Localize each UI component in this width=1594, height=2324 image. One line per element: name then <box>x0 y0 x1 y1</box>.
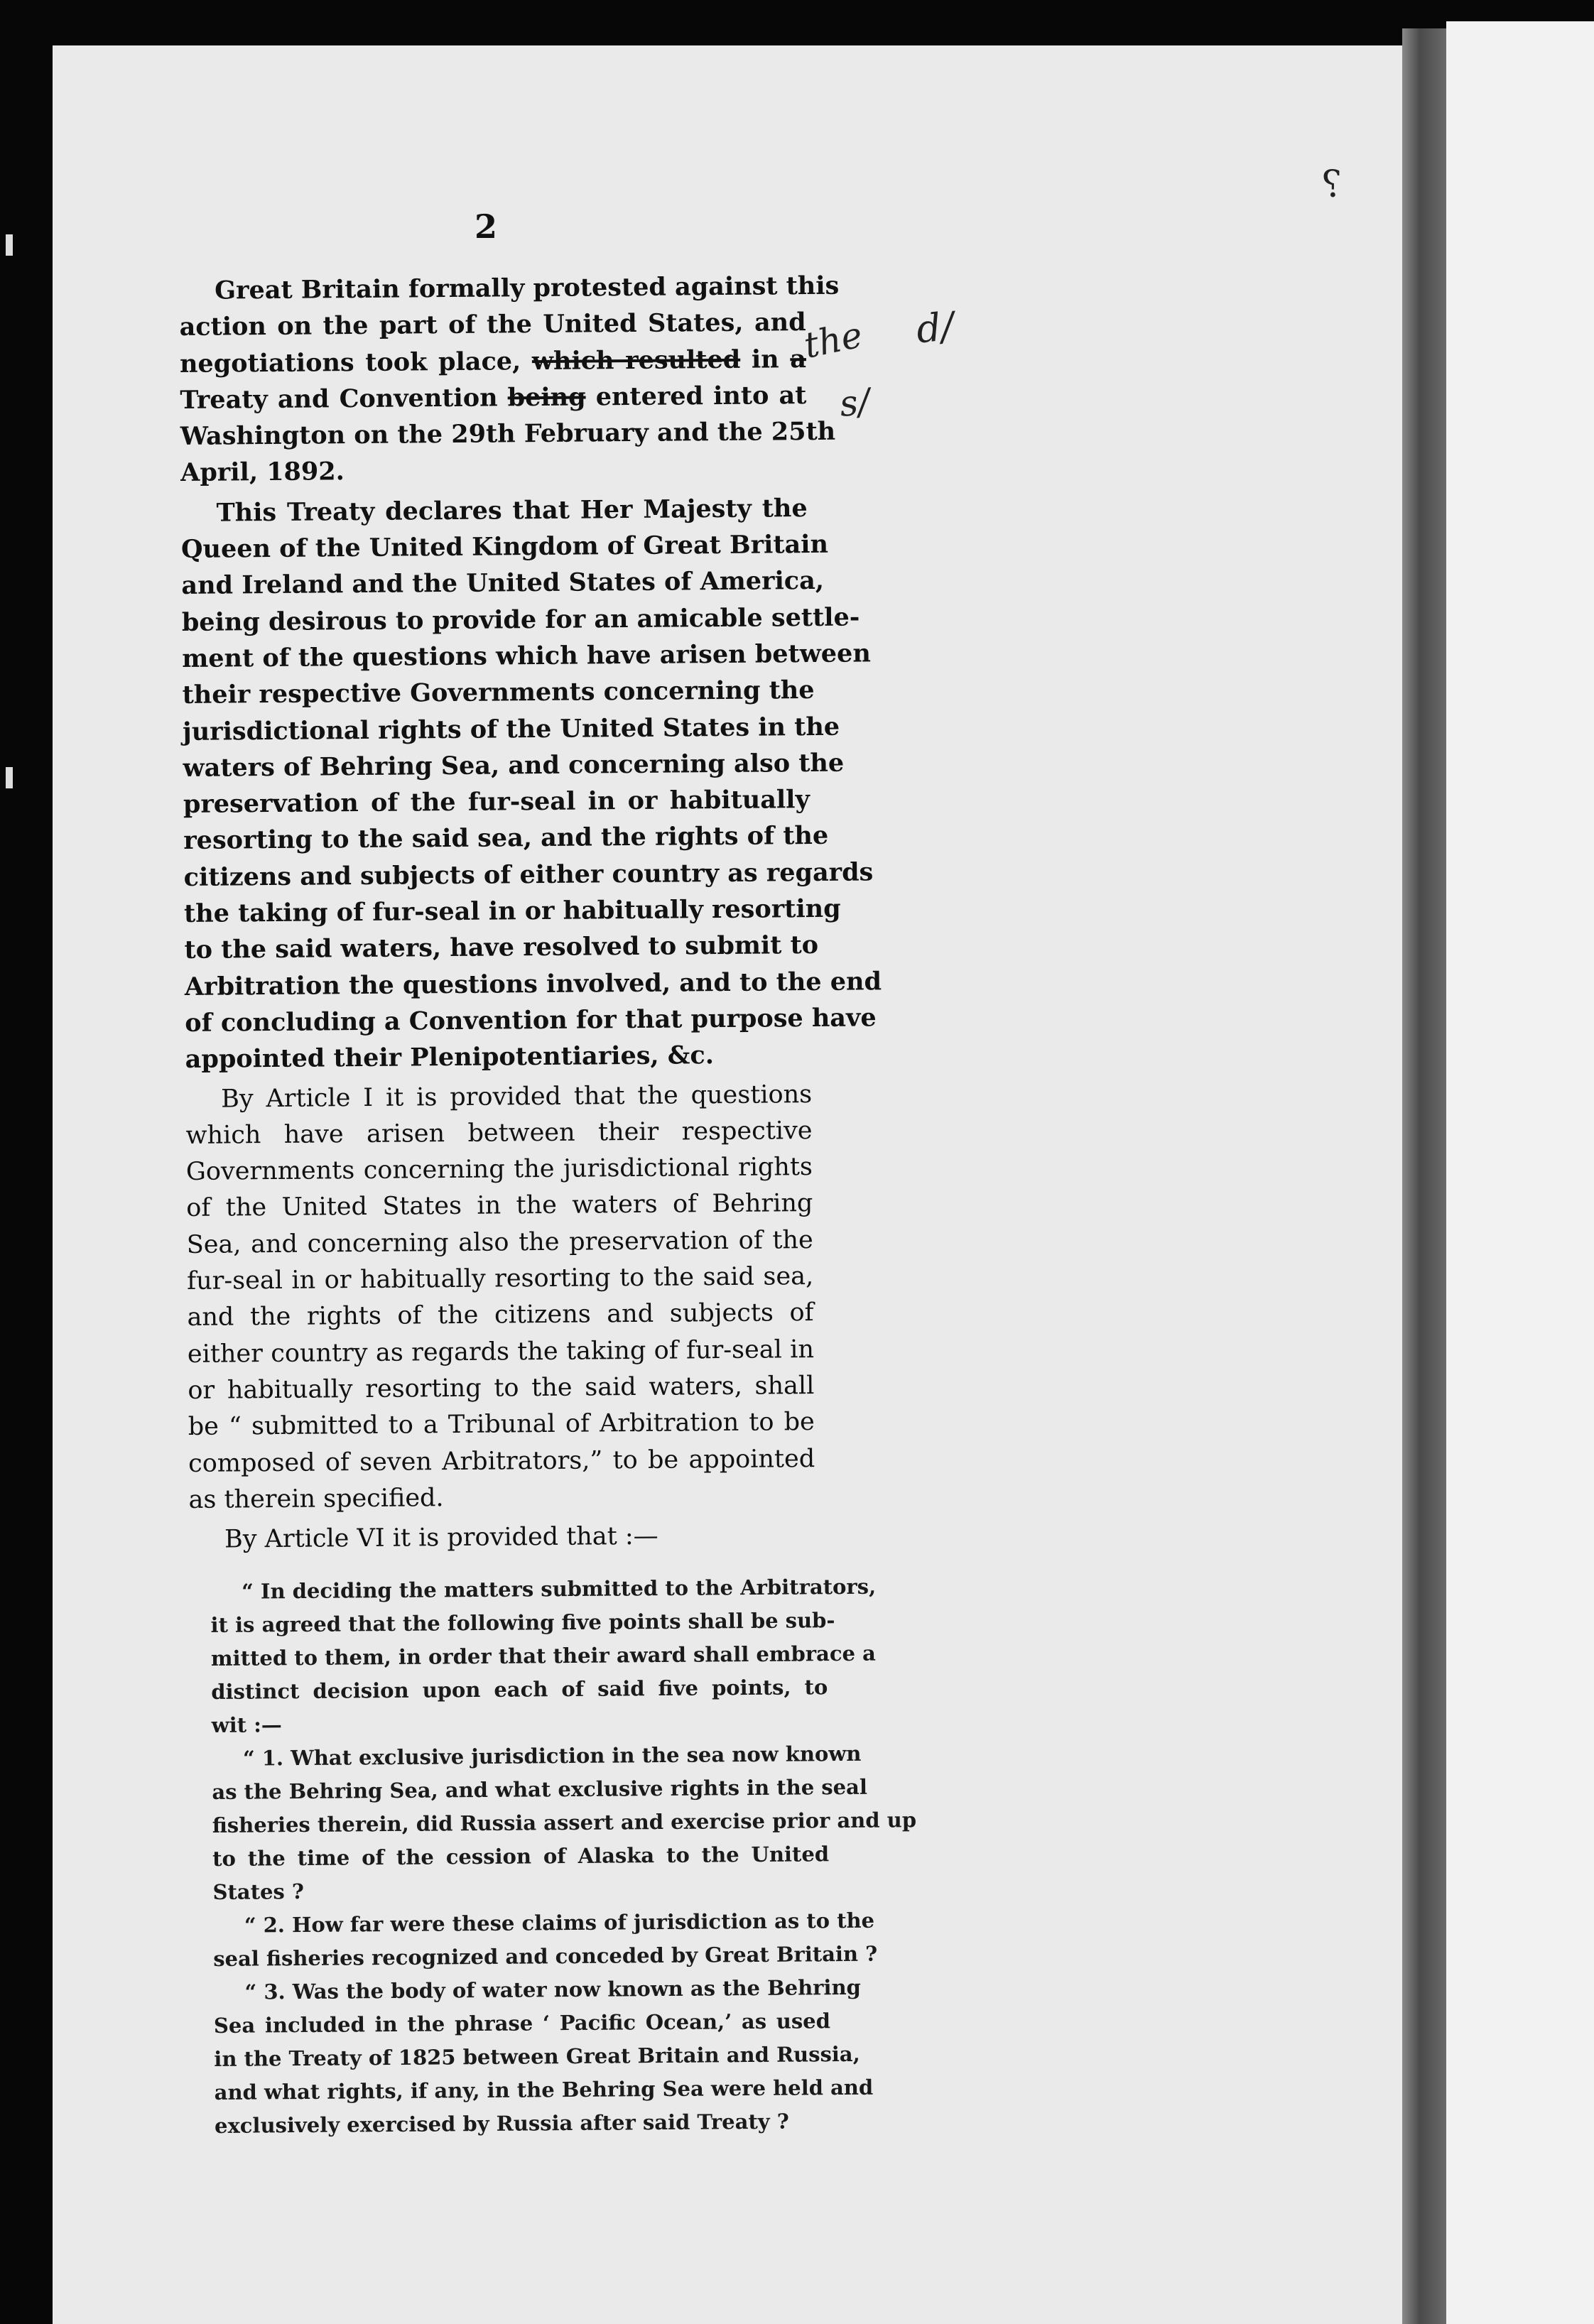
handwritten-margin-note: d/ <box>913 303 956 352</box>
body-text <box>179 268 882 1558</box>
quote-line: it is agreed that the following five points shall be sub- <box>210 1608 835 1637</box>
quote-line: exclusively exercised by Russia after said Treaty ? <box>214 2109 789 2138</box>
text-line: as therein specified. <box>188 1483 444 1514</box>
text-line: ment of the questions which have arisen between <box>182 639 871 673</box>
text-line: Washington on the 29th February and the 25th <box>180 416 836 452</box>
quote-line: States ? <box>212 1879 305 1904</box>
text-line: the taking of fur-seal in or habitually resorting <box>183 894 841 929</box>
text-line: Arbitration the questions involved, and to the end <box>184 966 882 1001</box>
handwritten-insertion: the <box>800 314 867 366</box>
text-line: jurisdictional rights of the United States in the <box>182 712 840 746</box>
paragraph <box>189 1517 815 1558</box>
handwritten-margin-note: s/ <box>837 380 872 425</box>
quote-line: “ 1. What exclusive jurisdiction in the sea now known <box>242 1741 862 1771</box>
text-line: Governments concerning the jurisdictional rights <box>185 1153 813 1187</box>
text-line: Treaty and Convention being entered into at <box>180 380 807 415</box>
page-number: 2 <box>475 207 498 246</box>
text-line: This Treaty declares that Her Majesty the <box>216 493 808 528</box>
quote-line: mitted to them, in order that their award shall embrace a <box>210 1641 877 1671</box>
text-line: citizens and subjects of either country as regards <box>183 857 874 892</box>
quoted-article-text <box>210 1570 917 2143</box>
struck-text: which resulted <box>531 344 741 376</box>
text-line: which have arisen between their respective <box>185 1116 813 1150</box>
text-line: Sea, and concerning also the preservation of the <box>186 1225 813 1259</box>
text-line: either country as regards the taking of fur-seal in <box>187 1335 815 1369</box>
text-line: of concluding a Convention for that purpose have <box>185 1003 877 1038</box>
text-line: composed of seven Arbitrators,” to be appointed <box>188 1444 815 1478</box>
text-line: appointed their Plenipotentiaries, &c. <box>185 1041 715 1075</box>
text-line: waters of Behring Sea, and concerning also the <box>183 748 845 783</box>
struck-text: a <box>790 344 807 374</box>
quote-line: seal fisheries recognized and conceded by Great Britain ? <box>213 1941 878 1971</box>
text-line: their respective Governments concerning the <box>182 675 815 710</box>
quote-line: “ 3. Was the body of water now known as the Behring <box>244 1975 861 2004</box>
text-line: being desirous to provide for an amicable settle- <box>181 602 860 637</box>
text-line: April, 1892. <box>180 457 345 488</box>
paragraph <box>180 490 882 1078</box>
text-line: be “ submitted to a Tribunal of Arbitration to be <box>188 1408 815 1442</box>
text-line: preservation of the fur-seal in or habitually <box>183 785 810 820</box>
quote-line: in the Treaty of 1825 between Great Britain and Russia, <box>214 2041 860 2071</box>
struck-text: being <box>507 382 586 413</box>
quote-line: wit :— <box>211 1712 282 1737</box>
text-line: and the rights of the citizens and subjects of <box>187 1298 814 1332</box>
text-line: Queen of the United Kingdom of Great Britain <box>180 529 829 565</box>
quote-line: distinct decision upon each of said five points, to <box>211 1675 828 1704</box>
text-line: to the said waters, have resolved to submit to <box>184 930 819 965</box>
text-line: Great Britain formally protested against this <box>215 271 840 305</box>
scan-edge-mark <box>6 234 13 256</box>
quote-line: fisheries therein, did Russia assert and exercise prior and up <box>212 1808 917 1837</box>
binding-shadow <box>1402 28 1446 2324</box>
text-line: negotiations took place, which resulted in a <box>179 344 807 379</box>
text-line: and Ireland and the United States of America, <box>181 566 825 601</box>
text-line: action on the part of the United States, and <box>179 308 806 342</box>
quote-line: to the time of the cession of Alaska to the United <box>212 1842 830 1871</box>
quote-line: Sea included in the phrase ‘ Pacific Ocean,’ as used <box>213 2009 831 2038</box>
text-line: By Article I it is provided that the questions <box>220 1080 813 1114</box>
scan-edge-mark <box>6 767 13 788</box>
text-line: of the United States in the waters of Behring <box>186 1189 813 1223</box>
quote-line: as the Behring Sea, and what exclusive rights in the seal <box>212 1774 868 1804</box>
paragraph <box>179 268 840 492</box>
paragraph <box>185 1077 815 1519</box>
quote-line: “ 2. How far were these claims of jurisdiction as to the <box>244 1908 875 1938</box>
text-line: or habitually resorting to the said waters, shall <box>188 1371 815 1405</box>
facing-page-edge <box>1446 21 1594 2324</box>
text-line: resorting to the said sea, and the rights of the <box>183 821 829 856</box>
quote-line: “ In deciding the matters submitted to the Arbitrators, <box>242 1574 877 1604</box>
text-line: fur-seal in or habitually resorting to the said sea, <box>186 1262 814 1296</box>
facing-page-mark: ⸮ <box>1321 163 1341 206</box>
text-line: By Article VI it is provided that :— <box>224 1521 658 1554</box>
quote-line: and what rights, if any, in the Behring Sea were held and <box>214 2075 874 2105</box>
